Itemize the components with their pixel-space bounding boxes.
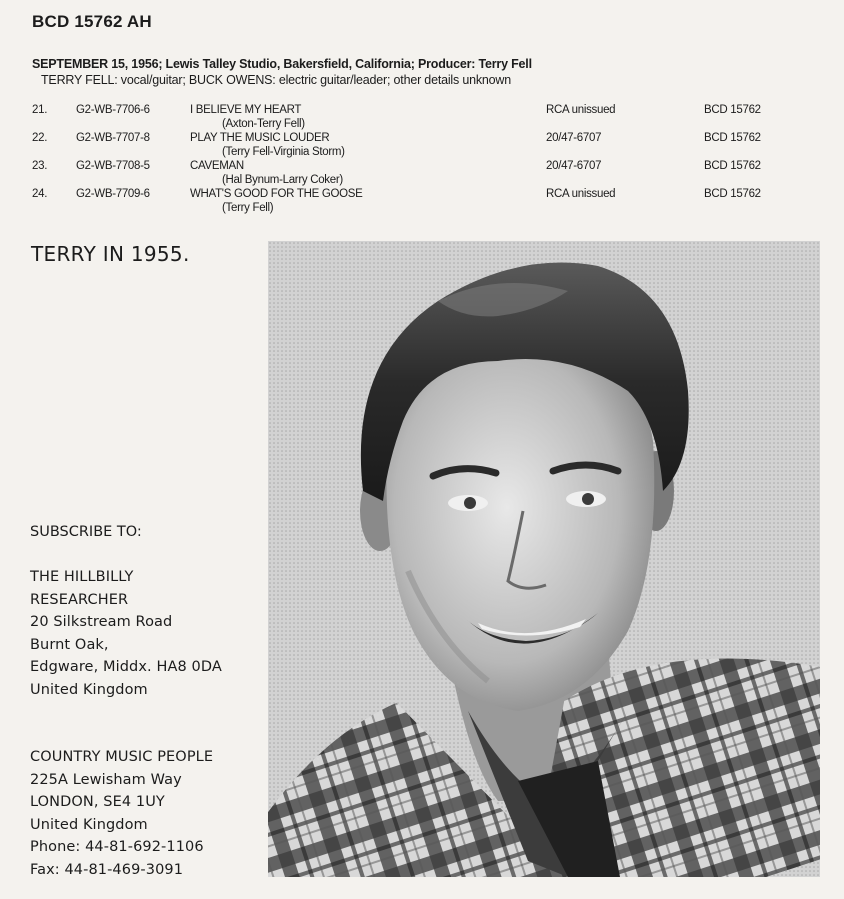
session-info: SEPTEMBER 15, 1956; Lewis Talley Studio, Bakersfield, California; Producer: Terry Fell [32, 57, 532, 71]
address-line: RESEARCHER [30, 591, 129, 608]
track-composer: (Terry Fell-Virginia Storm) [222, 146, 345, 158]
track-number: 21. [32, 104, 48, 116]
track-title: CAVEMAN [190, 160, 244, 172]
track-issue: RCA unissued [546, 104, 616, 116]
track-matrix: G2-WB-7706-6 [76, 104, 150, 116]
track-composer: (Terry Fell) [222, 202, 274, 214]
phone-number: Phone: 44-81-692-1106 [30, 839, 204, 855]
track-row [0, 188, 844, 216]
address-line: United Kingdom [30, 681, 148, 698]
catalog-header: BCD 15762 AH [32, 12, 152, 31]
subscribe-heading: SUBSCRIBE TO: [30, 524, 142, 540]
portrait-illustration [268, 241, 820, 877]
address-line: 225A Lewisham Way [30, 771, 182, 788]
track-composer: (Hal Bynum-Larry Coker) [222, 174, 343, 186]
address-line: United Kingdom [30, 816, 148, 833]
track-title: PLAY THE MUSIC LOUDER [190, 132, 330, 144]
address-line: Edgware, Middx. HA8 0DA [30, 659, 222, 675]
address-line: COUNTRY MUSIC PEOPLE [30, 749, 214, 765]
photo-caption: TERRY IN 1955. [31, 242, 190, 266]
personnel-info: TERRY FELL: vocal/guitar; BUCK OWENS: electric guitar/leader; other details unknown [41, 73, 511, 87]
track-issue: 20/47-6707 [546, 132, 602, 144]
track-title: WHAT'S GOOD FOR THE GOOSE [190, 188, 363, 200]
left-pupil [464, 497, 476, 509]
track-cd: BCD 15762 [704, 188, 761, 200]
track-title: I BELIEVE MY HEART [190, 104, 302, 116]
country-music-people-address [30, 746, 213, 881]
track-cd: BCD 15762 [704, 132, 761, 144]
hillbilly-researcher-address [30, 566, 222, 701]
track-row [0, 132, 844, 160]
right-pupil [582, 493, 594, 505]
portrait-photo [268, 241, 820, 877]
track-issue: 20/47-6707 [546, 160, 602, 172]
track-composer: (Axton-Terry Fell) [222, 118, 305, 130]
track-matrix: G2-WB-7708-5 [76, 160, 150, 172]
address-line: THE HILLBILLY [30, 569, 134, 585]
track-row [0, 104, 844, 132]
track-number: 24. [32, 188, 48, 200]
track-issue: RCA unissued [546, 188, 616, 200]
track-number: 23. [32, 160, 48, 172]
track-matrix: G2-WB-7707-8 [76, 132, 150, 144]
fax-number: Fax: 44-81-469-3091 [30, 861, 184, 878]
track-matrix: G2-WB-7709-6 [76, 188, 150, 200]
track-number: 22. [32, 132, 48, 144]
track-row [0, 160, 844, 188]
address-line: LONDON, SE4 1UY [30, 794, 165, 810]
track-cd: BCD 15762 [704, 160, 761, 172]
address-line: 20 Silkstream Road [30, 614, 173, 630]
address-line: Burnt Oak, [30, 636, 109, 653]
track-cd: BCD 15762 [704, 104, 761, 116]
